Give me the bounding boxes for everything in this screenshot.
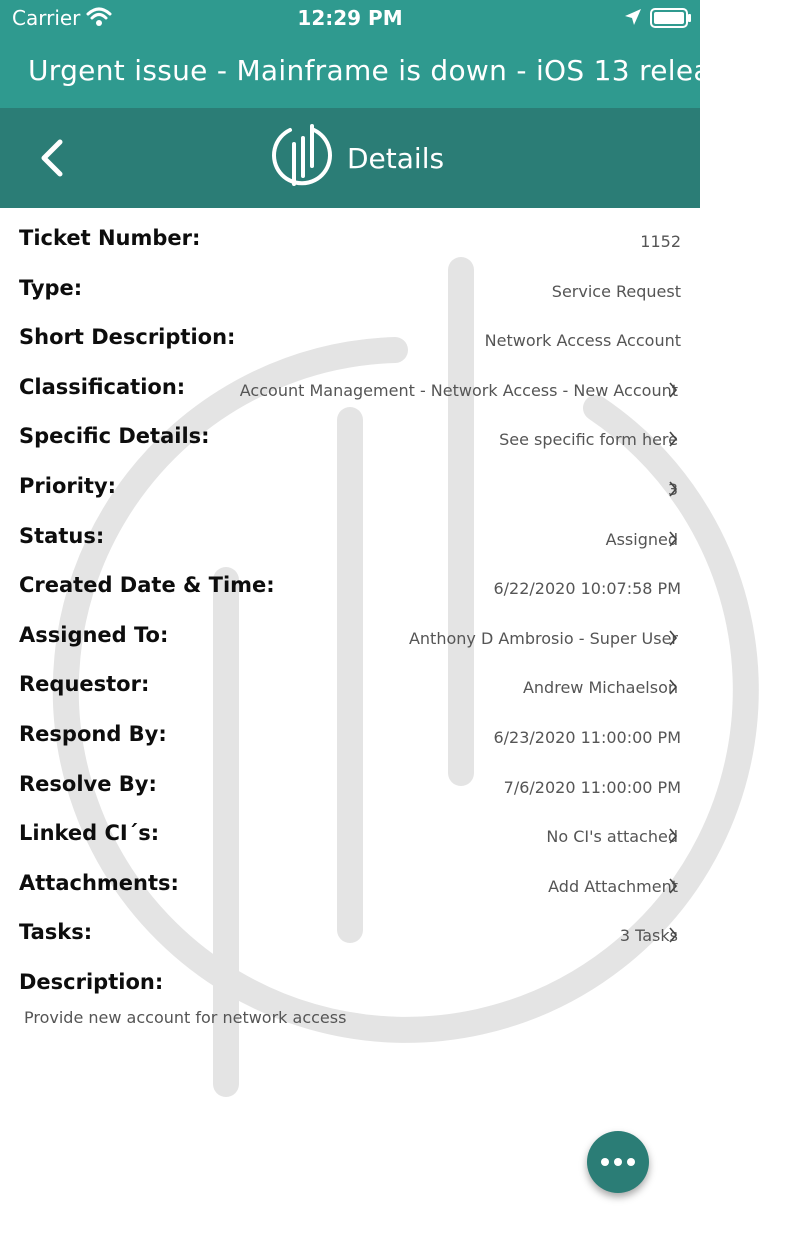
clock: 12:29 PM	[297, 6, 403, 30]
row-assigned-to[interactable]	[0, 605, 700, 655]
row-tasks[interactable]	[0, 902, 700, 952]
linked-cis-label: Linked CI´s:	[19, 821, 160, 846]
chevron-right-icon[interactable]	[668, 431, 678, 447]
resolve-by-value: 7/6/2020 11:00:00 PM	[503, 777, 681, 797]
alert-banner[interactable]	[0, 36, 790, 108]
chevron-right-icon[interactable]	[668, 878, 678, 894]
chevron-right-icon[interactable]	[668, 630, 678, 646]
row-requestor[interactable]	[0, 654, 700, 704]
row-priority[interactable]	[0, 456, 700, 506]
chevron-right-icon[interactable]	[668, 382, 678, 398]
more-dots-icon	[627, 1158, 635, 1166]
row-short-description	[0, 307, 700, 357]
chevron-right-icon[interactable]	[668, 927, 678, 943]
classification-label: Classification:	[19, 374, 186, 399]
row-ticket-number	[0, 208, 700, 258]
location-arrow-icon	[624, 8, 642, 26]
ticket-number-label: Ticket Number:	[19, 226, 201, 250]
status-label: Status:	[19, 523, 105, 548]
page-title: Details	[347, 142, 445, 175]
row-description	[0, 952, 700, 1002]
classification-value[interactable]: Account Management - Network Access - New Account	[239, 380, 678, 400]
app-logo-icon	[268, 122, 336, 194]
row-specific-details[interactable]	[0, 406, 700, 456]
description-text: Provide new account for network access	[24, 1008, 347, 1027]
type-value: Service Request	[551, 281, 681, 301]
row-respond-by	[0, 704, 700, 754]
created-date-value: 6/22/2020 10:07:58 PM	[493, 579, 681, 599]
row-type	[0, 258, 700, 308]
short-description-value: Network Access Account	[484, 331, 681, 351]
row-status[interactable]	[0, 506, 700, 556]
chevron-right-icon[interactable]	[668, 531, 678, 547]
type-label: Type:	[19, 275, 83, 300]
attachments-label: Attachments:	[19, 870, 179, 895]
description-label: Description:	[19, 969, 164, 994]
row-resolve-by	[0, 754, 700, 804]
more-actions-button[interactable]	[587, 1131, 649, 1193]
battery-icon	[650, 8, 692, 28]
requestor-value[interactable]: Andrew Michaelson	[522, 678, 678, 698]
ticket-details	[0, 208, 700, 1002]
specific-details-label: Specific Details:	[19, 424, 210, 449]
row-classification[interactable]	[0, 357, 700, 407]
respond-by-value: 6/23/2020 11:00:00 PM	[493, 727, 681, 747]
tasks-label: Tasks:	[19, 920, 93, 945]
priority-value[interactable]: 3	[667, 479, 678, 499]
ticket-number-value: 1152	[640, 232, 681, 251]
requestor-label: Requestor:	[19, 672, 150, 697]
back-chevron-icon[interactable]	[34, 136, 74, 180]
nav-bar	[0, 108, 700, 208]
chevron-right-icon[interactable]	[668, 828, 678, 844]
more-dots-icon	[614, 1158, 622, 1166]
created-date-label: Created Date & Time:	[19, 573, 275, 598]
alert-banner-text: Urgent issue - Mainframe is down - iOS 13 release - u	[28, 54, 790, 87]
row-linked-cis[interactable]	[0, 803, 700, 853]
status-bar	[0, 0, 700, 36]
resolve-by-label: Resolve By:	[19, 771, 157, 796]
short-description-label: Short Description:	[19, 325, 236, 350]
specific-details-value[interactable]: See specific form here	[499, 430, 678, 450]
chevron-right-icon[interactable]	[668, 679, 678, 695]
row-attachments[interactable]	[0, 853, 700, 903]
tasks-value[interactable]: 3 Tasks	[619, 926, 678, 946]
linked-cis-value[interactable]: No CI's attached	[546, 827, 678, 847]
row-created-date	[0, 555, 700, 605]
priority-label: Priority:	[19, 473, 117, 498]
more-dots-icon	[601, 1158, 609, 1166]
respond-by-label: Respond By:	[19, 721, 167, 746]
chevron-right-icon[interactable]	[668, 481, 678, 497]
assigned-to-value[interactable]: Anthony D Ambrosio - Super User	[408, 628, 678, 648]
carrier-label: Carrier	[12, 6, 81, 30]
attachments-value[interactable]: Add Attachment	[548, 876, 678, 896]
assigned-to-label: Assigned To:	[19, 622, 169, 647]
status-value[interactable]: Assigned	[605, 529, 678, 549]
